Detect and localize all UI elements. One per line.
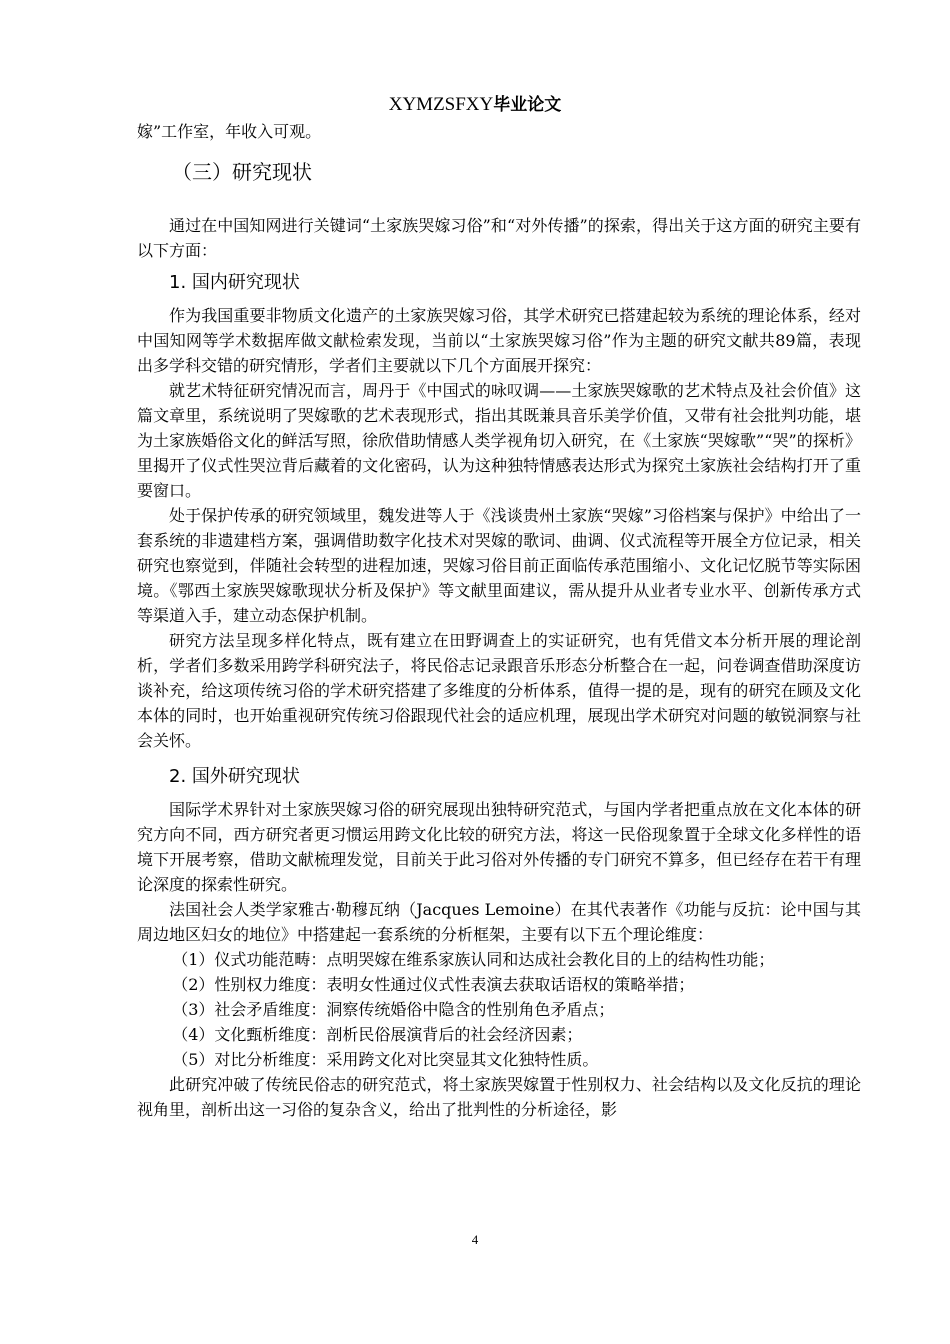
intro-paragraph: 通过在中国知网进行关键词“土家族哭嫁习俗”和“对外传播”的探索，得出关于这方面的研究主要有以下方面：	[137, 216, 861, 260]
page-number: 4	[471, 1232, 479, 1247]
domestic-paragraph: 作为我国重要非物质文化遗产的土家族哭嫁习俗，其学术研究已搭建起较为系统的理论体系，经对中国知网等学术数据库做文献检索发现，当前以“土家族哭嫁习俗”作为主题的研究文献共89篇，表现出多学科交错的研究情形，学者们主要就以下几个方面展开探究：	[137, 306, 861, 375]
header-latin: XYMZSFXY	[388, 94, 494, 115]
domestic-paragraph: 研究方法呈现多样化特点，既有建立在田野调查上的实证研究，也有凭借文本分析开展的理论剖析，学者们多数采用跨学科研究法子，将民俗志记录跟音乐形态分析整合在一起，问卷调查借助深度访谈补充，给这项传统习俗的学术研究搭建了多维度的分析体系，值得一提的是，现有的研究在顾及文化本体的同时，也开始重视研究传统习俗跟现代社会的适应机理，展现出学术研究对问题的敏锐洞察与社会关怀。	[137, 631, 861, 750]
foreign-heading: 2. 国外研究现状	[169, 766, 300, 787]
foreign-paragraph: 国际学术界针对土家族哭嫁习俗的研究展现出独特研究范式，与国内学者把重点放在文化本体的研究方向不同，西方研究者更习惯运用跨文化比较的研究方法，将这一民俗现象置于全球文化多样性的语境下开展考察，借助文献梳理发觉，目前关于此习俗对外传播的专门研究不算多，但已经存在若干有理论深度的探索性研究。	[137, 800, 861, 894]
header-title: 毕业论文	[493, 95, 562, 115]
domestic-paragraph: 就艺术特征研究情况而言，周丹于《中国式的咏叹调——土家族哭嫁歌的艺术特点及社会价值》这篇文章里，系统说明了哭嫁歌的艺术表现形式，指出其既兼具音乐美学价值，又带有社会批判功能，堪为土家族婚俗文化的鲜活写照，徐欣借助情感人类学视角切入研究，在《土家族“哭嫁歌”“哭”的探析》里揭开了仪式性哭泣背后藏着的文化密码，认为这种独特情感表达形式为探究土家族社会结构打开了重要窗口。	[137, 381, 861, 500]
list-item: （1）仪式功能范畴：点明哭嫁在维系家族认同和达成社会教化目的上的结构性功能；	[172, 950, 775, 969]
section-title: （三）研究现状	[172, 160, 312, 184]
list-item: （4）文化甄析维度：剖析民俗展演背后的社会经济因素；	[172, 1025, 583, 1044]
page-header	[0, 92, 950, 118]
page-body	[137, 119, 861, 1122]
foreign-paragraph: 法国社会人类学家雅古·勒穆瓦纳（Jacques Lemoine）在其代表著作《功能与反抗：论中国与其周边地区妇女的地位》中搭建起一套系统的分析框架，主要有以下五个理论维度：	[137, 900, 861, 944]
list-item: （5）对比分析维度：采用跨文化对比突显其文化独特性质。	[172, 1050, 599, 1069]
domestic-paragraph: 处于保护传承的研究领域里，魏发进等人于《浅谈贵州土家族“哭嫁”习俗档案与保护》中给出了一套系统的非遗建档方案，强调借助数字化技术对哭嫁的歌词、曲调、仪式流程等开展全方位记录，相关研究也察觉到，伴随社会转型的进程加速，哭嫁习俗目前正面临传承范围缩小、文化记忆脱节等实际困境。《鄂西土家族哭嫁歌现状分析及保护》等文献里面建议，需从提升从业者专业水平、创新传承方式等渠道入手，建立动态保护机制。	[137, 506, 861, 625]
list-item: （2）性别权力维度：表明女性通过仪式性表演去获取话语权的策略举措；	[172, 975, 695, 994]
list-item: （3）社会矛盾维度：洞察传统婚俗中隐含的性别角色矛盾点；	[172, 1000, 615, 1019]
domestic-heading: 1. 国内研究现状	[169, 272, 300, 293]
continuation-text: 嫁”工作室，年收入可观。	[137, 122, 322, 141]
closing-paragraph: 此研究冲破了传统民俗志的研究范式，将土家族哭嫁置于性别权力、社会结构以及文化反抗的理论视角里，剖析出这一习俗的复杂含义，给出了批判性的分析途径，影	[137, 1075, 861, 1119]
